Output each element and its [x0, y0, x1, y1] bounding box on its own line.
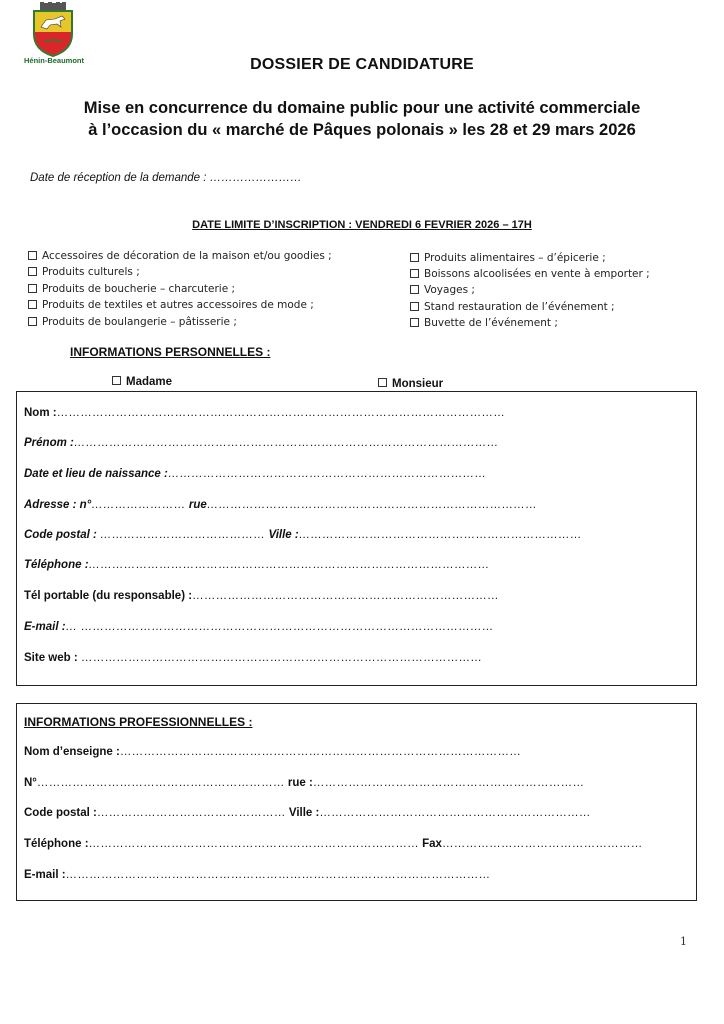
field-label-rue: rue :	[287, 777, 313, 789]
title-option-madame[interactable]	[112, 376, 172, 388]
field-adresse[interactable]	[24, 499, 537, 511]
option-label: Monsieur	[392, 378, 444, 390]
field-dots[interactable]: …………………………………………………………………………………………	[80, 652, 483, 664]
professional-info-heading: INFORMATIONS PROFESSIONNELLES :	[24, 715, 253, 729]
field-label: Téléphone :	[24, 838, 89, 850]
field-telephone[interactable]	[24, 559, 490, 571]
field-dots[interactable]: ……………………………………………………………………	[192, 590, 499, 602]
field-label: Site web :	[24, 652, 78, 664]
field-label: Code postal :	[24, 529, 97, 541]
option-label: Madame	[126, 376, 173, 388]
checkbox-icon[interactable]	[410, 285, 419, 294]
category-label: Produits alimentaires – d’épicerie ;	[424, 252, 606, 264]
checkbox-icon[interactable]	[410, 302, 419, 311]
city-coat-of-arms-logo	[22, 2, 84, 64]
field-email[interactable]	[24, 621, 494, 633]
category-option[interactable]	[410, 284, 475, 296]
category-label: Voyages ;	[424, 284, 475, 296]
field-dots-rue[interactable]: …………………………………………………………………………	[206, 499, 538, 511]
checkbox-icon[interactable]	[28, 284, 37, 293]
checkbox-icon[interactable]	[28, 317, 37, 326]
reception-date-field[interactable]: Date de réception de la demande : ……………………	[30, 172, 302, 184]
field-dots[interactable]: …………………………………………………………………………………………	[119, 746, 522, 758]
checkbox-icon[interactable]	[410, 269, 419, 278]
checkbox-icon[interactable]	[410, 253, 419, 262]
field-email[interactable]	[24, 869, 490, 881]
category-option[interactable]	[28, 299, 314, 311]
field-label: Nom :	[24, 407, 57, 419]
category-label: Boissons alcoolisées en vente à emporter ;	[424, 268, 650, 280]
title-option-monsieur[interactable]	[378, 378, 443, 390]
field-site-web[interactable]	[24, 652, 482, 664]
checkbox-icon[interactable]	[28, 267, 37, 276]
field-label: Code postal :	[24, 807, 97, 819]
field-label: Tél portable (du responsable) :	[24, 590, 193, 602]
field-tel-portable[interactable]	[24, 590, 499, 602]
field-nom-enseigne[interactable]	[24, 746, 521, 758]
logo-caption: Hénin-Beaumont	[24, 56, 84, 65]
field-dots-ville[interactable]: ……………………………………………………………	[319, 807, 591, 819]
field-label: Téléphone :	[24, 559, 89, 571]
checkbox-icon[interactable]	[28, 251, 37, 260]
category-label: Produits de boulangerie – pâtisserie ;	[42, 316, 237, 328]
field-dots[interactable]: ……………………………………………………………………………………………………	[56, 407, 505, 419]
field-dots[interactable]: …………………………………………	[96, 807, 286, 819]
field-label-rue: rue	[188, 499, 207, 511]
field-label-ville: Ville :	[268, 529, 299, 541]
field-dots[interactable]: ……………………………………	[100, 529, 266, 541]
field-label: Nom d’enseigne :	[24, 746, 120, 758]
category-label: Produits culturels ;	[42, 266, 140, 278]
field-dots[interactable]: ………………………………………………………	[36, 777, 285, 789]
field-dots[interactable]: …………………………………………………………………………………………	[88, 559, 490, 571]
field-dots-rue[interactable]: ……………………………………………………………	[312, 777, 585, 789]
category-option[interactable]	[28, 283, 235, 295]
category-label: Produits de boucherie – charcuterie ;	[42, 283, 236, 295]
category-option[interactable]	[410, 301, 615, 313]
category-label: Accessoires de décoration de la maison et/ou goodies ;	[42, 250, 332, 262]
category-option[interactable]	[28, 266, 140, 278]
field-date-lieu-naissance[interactable]	[24, 468, 486, 480]
field-label: Date et lieu de naissance :	[24, 468, 168, 480]
field-label: N°	[24, 777, 37, 789]
field-label: Adresse : n°	[24, 499, 92, 511]
field-dots-fax[interactable]: ……………………………………………	[441, 838, 643, 850]
field-dots[interactable]: ………………………………………………………………………	[167, 468, 487, 480]
field-prenom[interactable]	[24, 437, 499, 449]
field-dots[interactable]: ………………………………………………………………………………………………	[65, 869, 491, 881]
checkbox-icon[interactable]	[112, 376, 121, 385]
field-dots[interactable]: ………………………………………………………………………………………………	[73, 437, 499, 449]
field-dots[interactable]: … ……………………………………………………………………………………………	[65, 621, 494, 633]
category-option[interactable]	[410, 252, 606, 264]
personal-info-heading: INFORMATIONS PERSONNELLES :	[70, 345, 271, 359]
field-dots-ville[interactable]: ………………………………………………………………	[298, 529, 582, 541]
checkbox-icon[interactable]	[410, 318, 419, 327]
registration-deadline: DATE LIMITE D’INSCRIPTION : VENDREDI 6 FEVRIER 2026 – 17H	[192, 219, 532, 231]
field-code-postal-ville[interactable]	[24, 807, 591, 819]
field-label: E-mail :	[24, 869, 66, 881]
field-dots[interactable]: ……………………	[91, 499, 186, 511]
field-dots[interactable]: …………………………………………………………………………	[88, 838, 419, 850]
field-nom[interactable]	[24, 407, 505, 419]
category-option[interactable]	[28, 250, 332, 262]
checkbox-icon[interactable]	[28, 300, 37, 309]
field-label-ville: Ville :	[288, 807, 320, 819]
checkbox-icon[interactable]	[378, 378, 387, 387]
category-option[interactable]	[28, 316, 237, 328]
document-subtitle-line2: à l’occasion du « marché de Pâques polonais » les 28 et 29 mars 2026	[88, 121, 636, 139]
category-option[interactable]	[410, 317, 558, 329]
field-code-postal-ville[interactable]	[24, 529, 582, 541]
category-label: Produits de textiles et autres accessoires de mode ;	[42, 299, 314, 311]
category-label: Buvette de l’événement ;	[424, 317, 558, 329]
field-numero-rue[interactable]	[24, 777, 584, 789]
category-option[interactable]	[410, 268, 650, 280]
field-label-fax: Fax	[422, 838, 442, 850]
page-number: 1	[680, 935, 687, 948]
field-label: Prénom :	[24, 437, 74, 449]
document-title: DOSSIER DE CANDIDATURE	[250, 56, 474, 73]
field-telephone-fax[interactable]	[24, 838, 643, 850]
category-label: Stand restauration de l’événement ;	[424, 301, 615, 313]
document-subtitle-line1: Mise en concurrence du domaine public pour une activité commerciale	[83, 99, 641, 117]
field-label: E-mail :	[24, 621, 66, 633]
